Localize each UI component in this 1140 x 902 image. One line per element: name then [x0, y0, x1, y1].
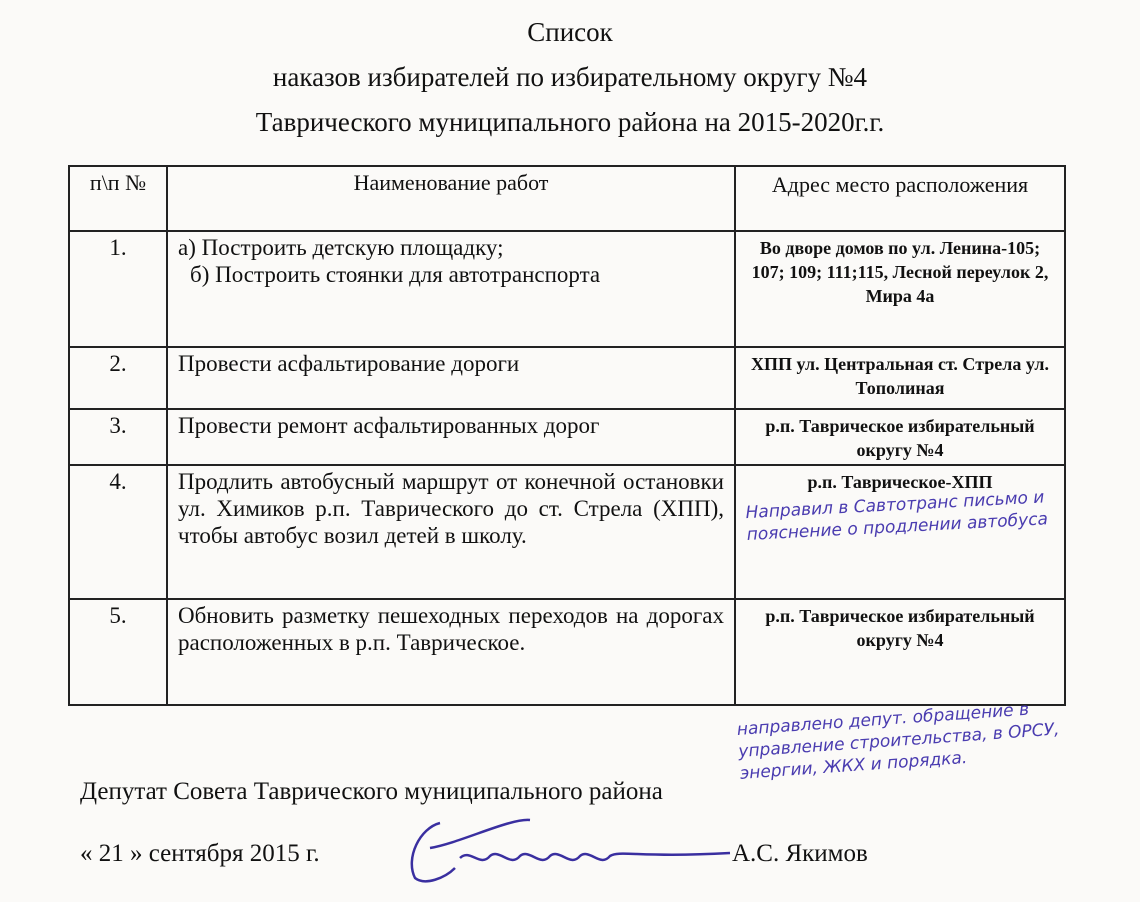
- handwritten-signature: [400, 808, 760, 888]
- doc-subtitle-1: наказов избирателей по избирательному округу №4: [272, 62, 868, 92]
- handwritten-note-5: направлено депут. обращение в управление строительства, в ОРСУ, энергии, ЖКХ и порядка.: [736, 699, 1061, 784]
- row-num: 1.: [69, 231, 167, 347]
- address-text: р.п. Таврическое-ХПП: [807, 472, 993, 492]
- table-row: [69, 231, 1065, 347]
- row-num: 4.: [69, 465, 167, 599]
- row-address: р.п. Таврическое избирательный округу №4: [735, 599, 1065, 705]
- deputy-position: Депутат Совета Таврического муниципального района: [80, 778, 663, 805]
- table-row: [69, 347, 1065, 409]
- table-row: [69, 465, 1065, 599]
- table-row: [69, 599, 1065, 705]
- doc-title: Список: [527, 17, 613, 47]
- handwritten-note: Направил в Савтотранс письмо и пояснение о продлении автобуса: [745, 487, 1049, 546]
- row-work: [167, 231, 735, 347]
- row-work: Провести асфальтирование дороги: [167, 347, 735, 409]
- row-work: Провести ремонт асфальтированных дорог: [167, 409, 735, 465]
- signer-name: А.С. Якимов: [732, 840, 868, 867]
- header-address: Адрес место расположения: [735, 166, 1065, 231]
- row-address: ХПП ул. Центральная ст. Стрела ул. Тополиная: [735, 347, 1065, 409]
- row-work: Обновить разметку пешеходных переходов на дорогах расположенных в р.п. Таврическое.: [167, 599, 735, 705]
- row-num: 3.: [69, 409, 167, 465]
- row-address: Во дворе домов по ул. Ленина-105; 107; 109; 111;115, Лесной переулок 2, Мира 4а: [735, 231, 1065, 347]
- row-address: р.п. Таврическое избирательный округу №4: [735, 409, 1065, 465]
- header-num: п\п №: [69, 166, 167, 231]
- table-header: [69, 166, 1065, 231]
- signature-date: « 21 » сентября 2015 г.: [80, 840, 320, 867]
- row-work: Продлить автобусный маршрут от конечной остановки ул. Химиков р.п. Таврического до ст. Стрела (ХПП), чтобы автобус возил детей в школу.: [167, 465, 735, 599]
- doc-subtitle-2: Таврического муниципального района на 2015-2020г.г.: [255, 107, 885, 137]
- work-item-b: б) Построить стоянки для автотранспорта: [190, 262, 601, 287]
- table-row: [69, 409, 1065, 465]
- header-work: Наименование работ: [167, 166, 735, 231]
- work-item-a: а) Построить детскую площадку;: [178, 235, 504, 260]
- mandates-table: [68, 165, 1066, 706]
- row-num: 5.: [69, 599, 167, 705]
- row-num: 2.: [69, 347, 167, 409]
- row-address: [735, 465, 1065, 599]
